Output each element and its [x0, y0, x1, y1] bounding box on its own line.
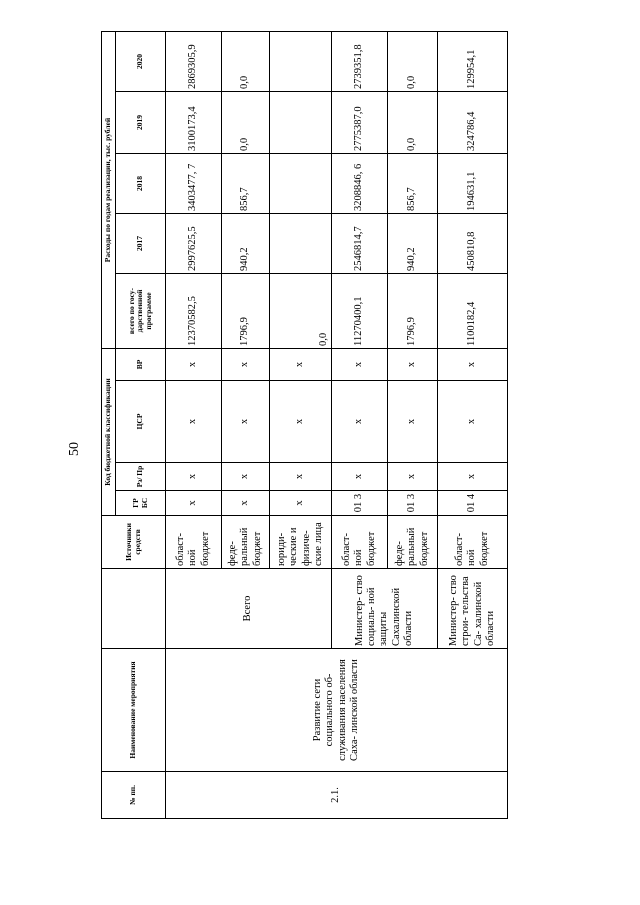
item-name: Развитие сети социального об- служивания населения Саха- линской области	[166, 649, 508, 772]
header-2020: 2020	[116, 31, 166, 91]
y2018-cell: 3208846, 6	[332, 154, 388, 214]
executor-total: Всего	[166, 569, 332, 649]
y2020-cell	[270, 31, 332, 91]
rzpr-cell: х	[222, 463, 270, 491]
total-cell: 1796,9	[222, 274, 270, 349]
header-grbs: ГР БС	[116, 491, 166, 516]
header-2019: 2019	[116, 92, 166, 154]
total-cell: 1796,9	[388, 274, 438, 349]
csr-cell: х	[270, 381, 332, 463]
csr-cell: х	[388, 381, 438, 463]
header-2017: 2017	[116, 214, 166, 274]
y2020-cell: 2739351,8	[332, 31, 388, 91]
y2019-cell: 0,0	[222, 92, 270, 154]
grbs-cell: х	[166, 491, 222, 516]
y2019-cell: 2775387,0	[332, 92, 388, 154]
y2020-cell: 2869305,9	[166, 31, 222, 91]
budget-table-rotated	[101, 32, 516, 819]
source: феде- ральный бюджет	[222, 516, 270, 569]
executor-construction-ministry: Министер- ство строи- тельства Са- халинской области	[438, 569, 508, 649]
item-num: 2.1.	[166, 772, 508, 819]
rzpr-cell: х	[388, 463, 438, 491]
grbs-cell: х	[270, 491, 332, 516]
grbs-cell: 01 3	[332, 491, 388, 516]
total-cell: 12370582,5	[166, 274, 222, 349]
header-2018: 2018	[116, 154, 166, 214]
y2018-cell	[270, 154, 332, 214]
y2018-cell: 3403477, 7	[166, 154, 222, 214]
page-number: 50	[67, 442, 82, 456]
y2018-cell: 856,7	[388, 154, 438, 214]
executor-social-ministry: Министер- ство социаль- ной защиты Сахалинской области	[332, 569, 438, 649]
y2020-cell: 0,0	[222, 31, 270, 91]
header-source: Источники средств	[102, 516, 166, 569]
vr-cell: х	[332, 349, 388, 381]
rzpr-cell: х	[332, 463, 388, 491]
header-expenses: Расходы по годам реализации, тыс. рублей	[102, 31, 116, 348]
vr-cell: х	[222, 349, 270, 381]
y2019-cell	[270, 92, 332, 154]
source: юриди- ческие и физиче- ские лица	[270, 516, 332, 569]
vr-cell: х	[388, 349, 438, 381]
y2019-cell: 324786,4	[438, 92, 508, 154]
vr-cell: х	[166, 349, 222, 381]
csr-cell: х	[332, 381, 388, 463]
grbs-cell: х	[222, 491, 270, 516]
header-csr: ЦСР	[116, 381, 166, 463]
vr-cell: х	[270, 349, 332, 381]
y2017-cell: 2997625,5	[166, 214, 222, 274]
grbs-cell: 01 4	[438, 491, 508, 516]
source: феде- ральный бюджет	[388, 516, 438, 569]
y2020-cell: 129954,1	[438, 31, 508, 91]
y2018-cell: 194631,1	[438, 154, 508, 214]
header-rzpr: Рз/ Пр	[116, 463, 166, 491]
total-cell: 0,0	[270, 274, 332, 349]
y2017-cell: 2546814,7	[332, 214, 388, 274]
csr-cell: х	[166, 381, 222, 463]
rzpr-cell: х	[438, 463, 508, 491]
source: област- ной бюджет	[438, 516, 508, 569]
source: област- ной бюджет	[332, 516, 388, 569]
y2017-cell: 450810,8	[438, 214, 508, 274]
header-total: всего по госу- дарственной программе	[116, 274, 166, 349]
header-budget-code: Код бюджетной классификации	[102, 349, 116, 516]
table-row	[166, 31, 222, 818]
y2017-cell: 940,2	[222, 214, 270, 274]
csr-cell: х	[438, 381, 508, 463]
header-vr: ВР	[116, 349, 166, 381]
grbs-cell: 01 3	[388, 491, 438, 516]
y2019-cell: 0,0	[388, 92, 438, 154]
csr-cell: х	[222, 381, 270, 463]
rzpr-cell: х	[270, 463, 332, 491]
header-num: № пп.	[102, 772, 166, 819]
total-cell: 11270400,1	[332, 274, 388, 349]
header-executor	[102, 569, 166, 649]
y2020-cell: 0,0	[388, 31, 438, 91]
source: област- ной бюджет	[166, 516, 222, 569]
y2019-cell: 3100173,4	[166, 92, 222, 154]
y2018-cell: 856,7	[222, 154, 270, 214]
total-cell: 1100182,4	[438, 274, 508, 349]
vr-cell: х	[438, 349, 508, 381]
y2017-cell: 940,2	[388, 214, 438, 274]
header-name: Наименование мероприятия	[102, 649, 166, 772]
budget-table	[101, 31, 508, 819]
rzpr-cell: х	[166, 463, 222, 491]
y2017-cell	[270, 214, 332, 274]
